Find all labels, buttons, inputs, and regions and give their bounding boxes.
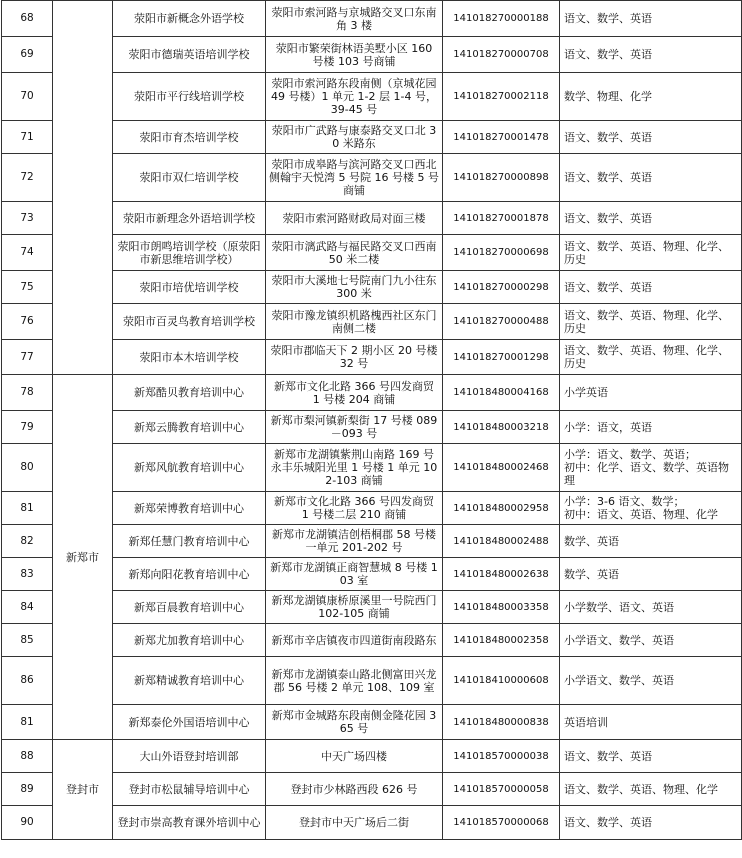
subjects-cell: 语文、数学、英语	[560, 154, 742, 202]
institution-address: 荥阳市繁荣街林语美墅小区 160 号楼 103 号商铺	[266, 37, 443, 73]
license-number: 141018410000608	[443, 657, 560, 705]
institution-name: 荥阳市平行线培训学校	[113, 73, 266, 121]
institution-address: 新郑市龙湖镇紫荆山南路 169 号永丰乐城阳光里 1 号楼 1 单元 102-103 商铺	[266, 444, 443, 492]
row-number: 79	[2, 411, 53, 444]
table-row	[2, 657, 742, 705]
institution-address: 荥阳市索河路与京城路交叉口东南角 3 楼	[266, 1, 443, 37]
row-number: 71	[2, 121, 53, 154]
row-number: 90	[2, 806, 53, 840]
institution-address: 荥阳市索河路东段南侧（京城花园 49 号楼）1 单元 1-2 层 1-4 号，39-45 号	[266, 73, 443, 121]
institution-address: 新郑市文化北路 366 号四发商贸 1 号楼二层 210 商铺	[266, 492, 443, 525]
institution-name: 荥阳市双仁培训学校	[113, 154, 266, 202]
institution-address: 荥阳市成皋路与滨河路交叉口西北侧翰宇天悦湾 5 号院 16 号楼 5 号商铺	[266, 154, 443, 202]
institution-address: 登封市少林路西段 626 号	[266, 773, 443, 806]
subjects-cell: 语文、数学、英语	[560, 37, 742, 73]
subjects-cell: 小学语文、数学、英语	[560, 657, 742, 705]
table-row	[2, 525, 742, 558]
institution-address: 新郑市辛店镇夜市四道街南段路东	[266, 624, 443, 657]
table-row	[2, 411, 742, 444]
subjects-cell: 语文、数学、英语、物理、化学、历史	[560, 340, 742, 375]
row-number: 69	[2, 37, 53, 73]
institution-name: 新郑尤加教育培训中心	[113, 624, 266, 657]
institution-table	[1, 0, 742, 840]
subjects-cell: 数学、物理、化学	[560, 73, 742, 121]
institution-name: 新郑向阳花教育培训中心	[113, 558, 266, 591]
subjects-cell: 英语培训	[560, 705, 742, 740]
table-body	[2, 1, 742, 840]
table-row	[2, 624, 742, 657]
row-number: 83	[2, 558, 53, 591]
subjects-cell: 语文、数学、英语	[560, 271, 742, 304]
table-row	[2, 806, 742, 840]
institution-address: 荥阳市广武路与康泰路交叉口北 30 米路东	[266, 121, 443, 154]
subjects-cell: 语文、数学、英语、物理、化学	[560, 773, 742, 806]
table-row	[2, 1, 742, 37]
license-number: 141018270000188	[443, 1, 560, 37]
institution-address: 荥阳市豫龙镇织机路槐西社区东门南侧二楼	[266, 304, 443, 340]
license-number: 141018480002358	[443, 624, 560, 657]
institution-name: 荥阳市新理念外语培训学校	[113, 202, 266, 235]
institution-name: 荥阳市朗鸣培训学校（原荥阳市新思维培训学校）	[113, 235, 266, 271]
institution-address: 新郑市龙湖镇正商智慧城 8 号楼 103 室	[266, 558, 443, 591]
institution-address: 新郑市龙湖镇泰山路北侧富田兴龙郡 56 号楼 2 单元 108、109 室	[266, 657, 443, 705]
table-row	[2, 37, 742, 73]
institution-name: 荥阳市育杰培训学校	[113, 121, 266, 154]
license-number: 141018480002958	[443, 492, 560, 525]
table-row	[2, 271, 742, 304]
row-number: 88	[2, 740, 53, 773]
table-row	[2, 773, 742, 806]
row-number: 70	[2, 73, 53, 121]
row-number: 75	[2, 271, 53, 304]
subjects-cell: 语文、数学、英语	[560, 806, 742, 840]
row-number: 86	[2, 657, 53, 705]
license-number: 141018270001478	[443, 121, 560, 154]
institution-name: 新郑云腾教育培训中心	[113, 411, 266, 444]
subjects-cell: 小学：语文、数学、英语； 初中：化学、语文、数学、英语物理	[560, 444, 742, 492]
subjects-cell: 语文、数学、英语	[560, 1, 742, 37]
table-row	[2, 304, 742, 340]
license-number: 141018570000038	[443, 740, 560, 773]
institution-name: 新郑酷贝教育培训中心	[113, 375, 266, 411]
institution-address: 新郑市金城路东段南侧金隆花园 365 号	[266, 705, 443, 740]
institution-address: 新郑市梨河镇新梨街 17 号楼 089－093 号	[266, 411, 443, 444]
institution-name: 新郑荣博教育培训中心	[113, 492, 266, 525]
table-row	[2, 154, 742, 202]
institution-name: 新郑百晨教育培训中心	[113, 591, 266, 624]
city-cell: 新郑市	[53, 375, 113, 740]
table-row	[2, 121, 742, 154]
table-row	[2, 591, 742, 624]
row-number: 84	[2, 591, 53, 624]
table-row	[2, 235, 742, 271]
license-number: 141018270002118	[443, 73, 560, 121]
table-row	[2, 705, 742, 740]
row-number: 81	[2, 492, 53, 525]
institution-name: 荥阳市本木培训学校	[113, 340, 266, 375]
row-number: 80	[2, 444, 53, 492]
row-number: 82	[2, 525, 53, 558]
license-number: 141018480002638	[443, 558, 560, 591]
row-number: 85	[2, 624, 53, 657]
subjects-cell: 语文、数学、英语	[560, 202, 742, 235]
row-number: 73	[2, 202, 53, 235]
subjects-cell: 语文、数学、英语、物理、化学、历史	[560, 235, 742, 271]
institution-address: 中天广场四楼	[266, 740, 443, 773]
subjects-cell: 语文、数学、英语、物理、化学、历史	[560, 304, 742, 340]
city-cell	[53, 1, 113, 375]
institution-name: 新郑精诚教育培训中心	[113, 657, 266, 705]
table-row	[2, 492, 742, 525]
row-number: 74	[2, 235, 53, 271]
license-number: 141018270001298	[443, 340, 560, 375]
institution-address: 登封市中天广场后二街	[266, 806, 443, 840]
institution-name: 新郑泰伦外国语培训中心	[113, 705, 266, 740]
subjects-cell: 数学、英语	[560, 558, 742, 591]
institution-name: 大山外语登封培训部	[113, 740, 266, 773]
license-number: 141018480003218	[443, 411, 560, 444]
table-row	[2, 340, 742, 375]
row-number: 76	[2, 304, 53, 340]
row-number: 89	[2, 773, 53, 806]
license-number: 141018480002468	[443, 444, 560, 492]
license-number: 141018270000298	[443, 271, 560, 304]
license-number: 141018270000708	[443, 37, 560, 73]
subjects-cell: 数学、英语	[560, 525, 742, 558]
table-row	[2, 375, 742, 411]
row-number: 72	[2, 154, 53, 202]
row-number: 81	[2, 705, 53, 740]
subjects-cell: 语文、数学、英语	[560, 121, 742, 154]
license-number: 141018480000838	[443, 705, 560, 740]
license-number: 141018570000068	[443, 806, 560, 840]
city-cell: 登封市	[53, 740, 113, 840]
table-row	[2, 740, 742, 773]
subjects-cell: 小学数学、语文、英语	[560, 591, 742, 624]
subjects-cell: 小学英语	[560, 375, 742, 411]
institution-name: 登封市松鼠辅导培训中心	[113, 773, 266, 806]
institution-address: 荥阳市索河路财政局对面三楼	[266, 202, 443, 235]
license-number: 141018270000488	[443, 304, 560, 340]
institution-name: 登封市崇高教育课外培训中心	[113, 806, 266, 840]
subjects-cell: 小学：3-6 语文、数学； 初中：语文、英语、物理、化学	[560, 492, 742, 525]
table-row	[2, 73, 742, 121]
license-number: 141018480002488	[443, 525, 560, 558]
subjects-cell: 小学：语文，英语	[560, 411, 742, 444]
institution-address: 新郑市龙湖镇洁创梧桐郡 58 号楼一单元 201-202 号	[266, 525, 443, 558]
institution-address: 新郑市文化北路 366 号四发商贸 1 号楼 204 商铺	[266, 375, 443, 411]
subjects-cell: 小学语文、数学、英语	[560, 624, 742, 657]
institution-name: 新郑任慧门教育培训中心	[113, 525, 266, 558]
table-row	[2, 558, 742, 591]
institution-name: 荥阳市德瑞英语培训学校	[113, 37, 266, 73]
row-number: 77	[2, 340, 53, 375]
institution-name: 荥阳市新概念外语学校	[113, 1, 266, 37]
row-number: 68	[2, 1, 53, 37]
license-number: 141018270001878	[443, 202, 560, 235]
license-number: 141018570000058	[443, 773, 560, 806]
institution-name: 荥阳市百灵鸟教育培训学校	[113, 304, 266, 340]
license-number: 141018480003358	[443, 591, 560, 624]
institution-address: 荥阳市漓武路与福民路交叉口西南 50 米二楼	[266, 235, 443, 271]
row-number: 78	[2, 375, 53, 411]
institution-name: 荥阳市培优培训学校	[113, 271, 266, 304]
institution-name: 新郑风航教育培训中心	[113, 444, 266, 492]
license-number: 141018270000698	[443, 235, 560, 271]
subjects-cell: 语文、数学、英语	[560, 740, 742, 773]
table-row	[2, 444, 742, 492]
institution-address: 新郑龙湖镇康桥原溪里一号院西门 102-105 商铺	[266, 591, 443, 624]
institution-address: 荥阳市大溪地七号院南门九小往东 300 米	[266, 271, 443, 304]
license-number: 141018480004168	[443, 375, 560, 411]
table-row	[2, 202, 742, 235]
license-number: 141018270000898	[443, 154, 560, 202]
institution-address: 荥阳市郡临天下 2 期小区 20 号楼 32 号	[266, 340, 443, 375]
